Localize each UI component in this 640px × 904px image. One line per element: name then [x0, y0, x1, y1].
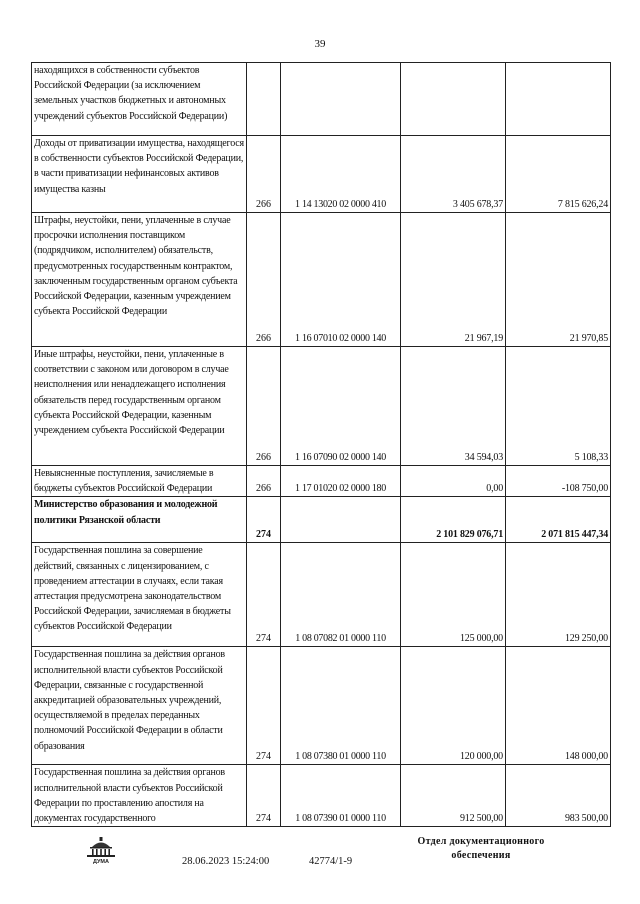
value-actual: 5 108,33	[506, 347, 611, 466]
value-plan: 125 000,00	[401, 543, 506, 647]
table-row	[32, 543, 611, 647]
value-actual: 129 250,00	[506, 543, 611, 647]
admin-code: 266	[247, 466, 281, 497]
row-name: Государственная пошлина за действия органов исполнительной власти субъектов Российской Федерации по проставлению апостиля на документах государственного	[32, 765, 247, 827]
admin-code: 266	[247, 347, 281, 466]
value-actual: -108 750,00	[506, 466, 611, 497]
row-name: Доходы от приватизации имущества, находящегося в собственности субъектов Российской Федерации, в части приватизации нефинансовых активов имущества казны	[32, 136, 247, 213]
table-row	[32, 347, 611, 466]
logo-text: ДУМА	[93, 859, 109, 864]
row-name: находящихся в собственности субъектов Российской Федерации (за исключением земельных участков бюджетных и автономных учреждений субъектов Российской Федерации)	[32, 63, 247, 136]
budget-code	[281, 63, 401, 136]
admin-code: 274	[247, 543, 281, 647]
footer-date: 28.06.2023 15:24:00	[182, 856, 270, 867]
stamp-line-1: Отдел документационного	[417, 836, 545, 847]
value-actual: 983 500,00	[506, 765, 611, 827]
admin-code: 266	[247, 136, 281, 213]
budget-code: 1 16 07010 02 0000 140	[281, 213, 401, 347]
department-stamp	[396, 835, 566, 863]
table-row	[32, 466, 611, 497]
revenue-table	[31, 62, 611, 827]
admin-code: 266	[247, 213, 281, 347]
row-name: Невыясненные поступления, зачисляемые в бюджеты субъектов Российской Федерации	[32, 466, 247, 497]
row-name: Иные штрафы, неустойки, пени, уплаченные в соответствии с законом или договором в случае неисполнения или ненадлежащего исполнения обязательств перед государственным органом субъекта Российской Федерации, казенным учреждением субъекта Российской Федерации	[32, 347, 247, 466]
row-name: Государственная пошлина за действия органов исполнительной власти субъектов Российской Федерации, связанные с государственной аккредитацией образовательных учреждений, осуществляемой в пределах переданных полномочий Российской Федерации в области образования	[32, 647, 247, 765]
value-actual: 2 071 815 447,34	[506, 497, 611, 543]
value-plan: 21 967,19	[401, 213, 506, 347]
budget-code: 1 08 07380 01 0000 110	[281, 647, 401, 765]
admin-code: 274	[247, 647, 281, 765]
value-plan: 120 000,00	[401, 647, 506, 765]
footer-reg-number: 42774/1-9	[309, 856, 353, 867]
value-plan	[401, 63, 506, 136]
admin-code: 274	[247, 497, 281, 543]
page-number: 39	[314, 38, 326, 50]
table-row	[32, 647, 611, 765]
budget-code: 1 08 07082 01 0000 110	[281, 543, 401, 647]
admin-code	[247, 63, 281, 136]
row-name: Министерство образования и молодежной политики Рязанской области	[32, 497, 247, 543]
table-row	[32, 213, 611, 347]
duma-building-logo	[84, 836, 118, 864]
value-actual: 148 000,00	[506, 647, 611, 765]
table-row-section	[32, 497, 611, 543]
table-row	[32, 63, 611, 136]
budget-code: 1 14 13020 02 0000 410	[281, 136, 401, 213]
budget-code: 1 16 07090 02 0000 140	[281, 347, 401, 466]
value-plan: 2 101 829 076,71	[401, 497, 506, 543]
stamp-line-2: обеспечения	[451, 850, 511, 861]
value-plan: 3 405 678,37	[401, 136, 506, 213]
value-plan: 34 594,03	[401, 347, 506, 466]
value-actual: 21 970,85	[506, 213, 611, 347]
value-actual	[506, 63, 611, 136]
budget-code	[281, 497, 401, 543]
budget-code: 1 08 07390 01 0000 110	[281, 765, 401, 827]
admin-code: 274	[247, 765, 281, 827]
row-name: Штрафы, неустойки, пени, уплаченные в случае просрочки исполнения поставщиком (подрядчиком, исполнителем) обязательств, предусмотренных государственным контрактом, заключенным государственным органом субъекта Российской Федерации, казенным учреждением субъекта Российской Федерации	[32, 213, 247, 347]
value-plan: 912 500,00	[401, 765, 506, 827]
row-name: Государственная пошлина за совершение действий, связанных с лицензированием, с проведением аттестации в случаях, если такая аттестация предусмотрена законодательством Российской Федерации, зачисляемая в бюджеты субъектов Российской Федерации	[32, 543, 247, 647]
table-row	[32, 136, 611, 213]
value-actual: 7 815 626,24	[506, 136, 611, 213]
table-row	[32, 765, 611, 827]
value-plan: 0,00	[401, 466, 506, 497]
budget-code: 1 17 01020 02 0000 180	[281, 466, 401, 497]
